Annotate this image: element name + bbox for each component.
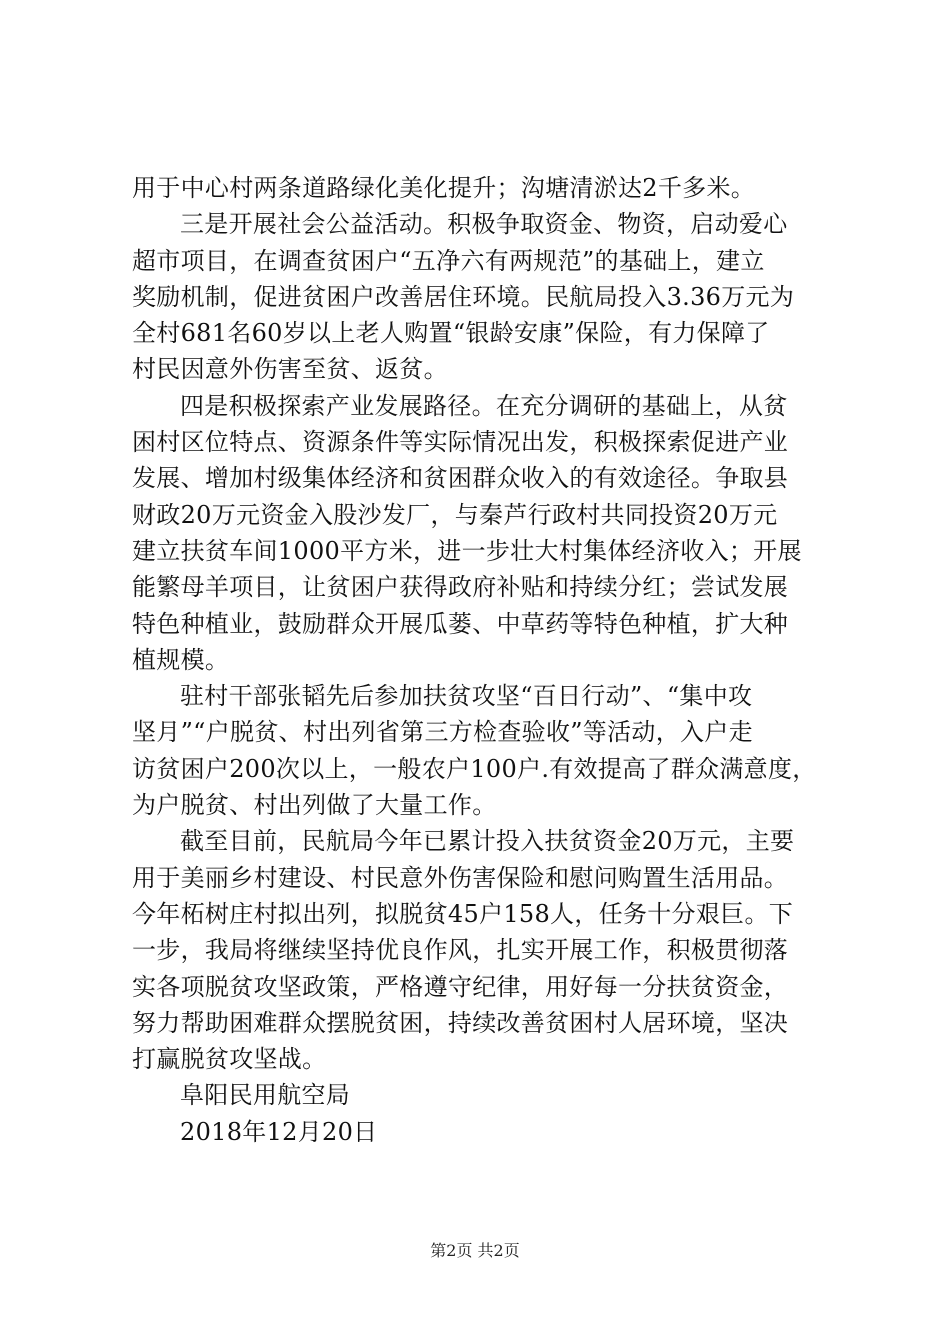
text-line: 打赢脱贫攻坚战。 bbox=[132, 1045, 327, 1074]
text-line: 一步，我局将继续坚持优良作风，扎实开展工作，积极贯彻落 bbox=[132, 936, 789, 965]
page-indicator: 第2页 共2页 bbox=[430, 1241, 520, 1260]
text-line: 财政20万元资金入股沙发厂，与秦芦行政村共同投资20万元 bbox=[132, 500, 778, 529]
signature-organization: 阜阳民用航空局 bbox=[180, 1081, 351, 1110]
paragraph-start-line: 驻村干部张韬先后参加扶贫攻坚“百日行动”、“集中攻 bbox=[180, 682, 753, 711]
text-line: 发展、增加村级集体经济和贫困群众收入的有效途径。争取县 bbox=[132, 464, 789, 493]
text-line: 村民因意外伤害至贫、返贫。 bbox=[132, 355, 448, 384]
document-body bbox=[132, 170, 832, 1150]
paragraph-start-line: 三是开展社会公益活动。积极争取资金、物资，启动爱心 bbox=[180, 210, 788, 239]
text-line: 坚月”“户脱贫、村出列省第三方检查验收”等活动，入户走 bbox=[132, 718, 753, 747]
text-line: 访贫困户200次以上，一般农户100户.有效提高了群众满意度， bbox=[132, 754, 817, 783]
text-line: 为户脱贫、村出列做了大量工作。 bbox=[132, 791, 497, 820]
text-line: 能繁母羊项目，让贫困户获得政府补贴和持续分红；尝试发展 bbox=[132, 573, 789, 602]
text-line: 努力帮助困难群众摆脱贫困，持续改善贫困村人居环境，坚决 bbox=[132, 1008, 789, 1037]
paragraph-start-line: 截至目前，民航局今年已累计投入扶贫资金20万元，主要 bbox=[180, 827, 795, 856]
text-line: 超市项目，在调查贫困户“五净六有两规范”的基础上，建立 bbox=[132, 246, 765, 275]
text-line: 今年柘树庄村拟出列，拟脱贫45户158人，任务十分艰巨。下 bbox=[132, 899, 794, 928]
paragraph-start-line: 四是积极探索产业发展路径。在充分调研的基础上，从贫 bbox=[180, 391, 788, 420]
text-line: 实各项脱贫攻坚政策，严格遵守纪律，用好每一分扶贫资金， bbox=[132, 972, 789, 1001]
text-line: 用于中心村两条道路绿化美化提升；沟塘清淤达2千多米。 bbox=[132, 174, 756, 202]
text-line: 建立扶贫车间1000平方米，进一步壮大村集体经济收入；开展 bbox=[132, 536, 802, 565]
signature-date: 2018年12月20日 bbox=[180, 1117, 378, 1146]
text-line: 奖励机制，促进贫困户改善居住环境。民航局投入3.36万元为 bbox=[132, 282, 795, 311]
text-line: 用于美丽乡村建设、村民意外伤害保险和慰问购置生活用品。 bbox=[132, 863, 789, 892]
text-line: 困村区位特点、资源条件等实际情况出发，积极探索促进产业 bbox=[132, 428, 789, 457]
text-line: 特色种植业，鼓励群众开展瓜蒌、中草药等特色种植，扩大种 bbox=[132, 609, 789, 638]
text-line: 全村681名60岁以上老人购置“银龄安康”保险，有力保障了 bbox=[132, 319, 770, 348]
text-line: 植规模。 bbox=[132, 645, 230, 674]
